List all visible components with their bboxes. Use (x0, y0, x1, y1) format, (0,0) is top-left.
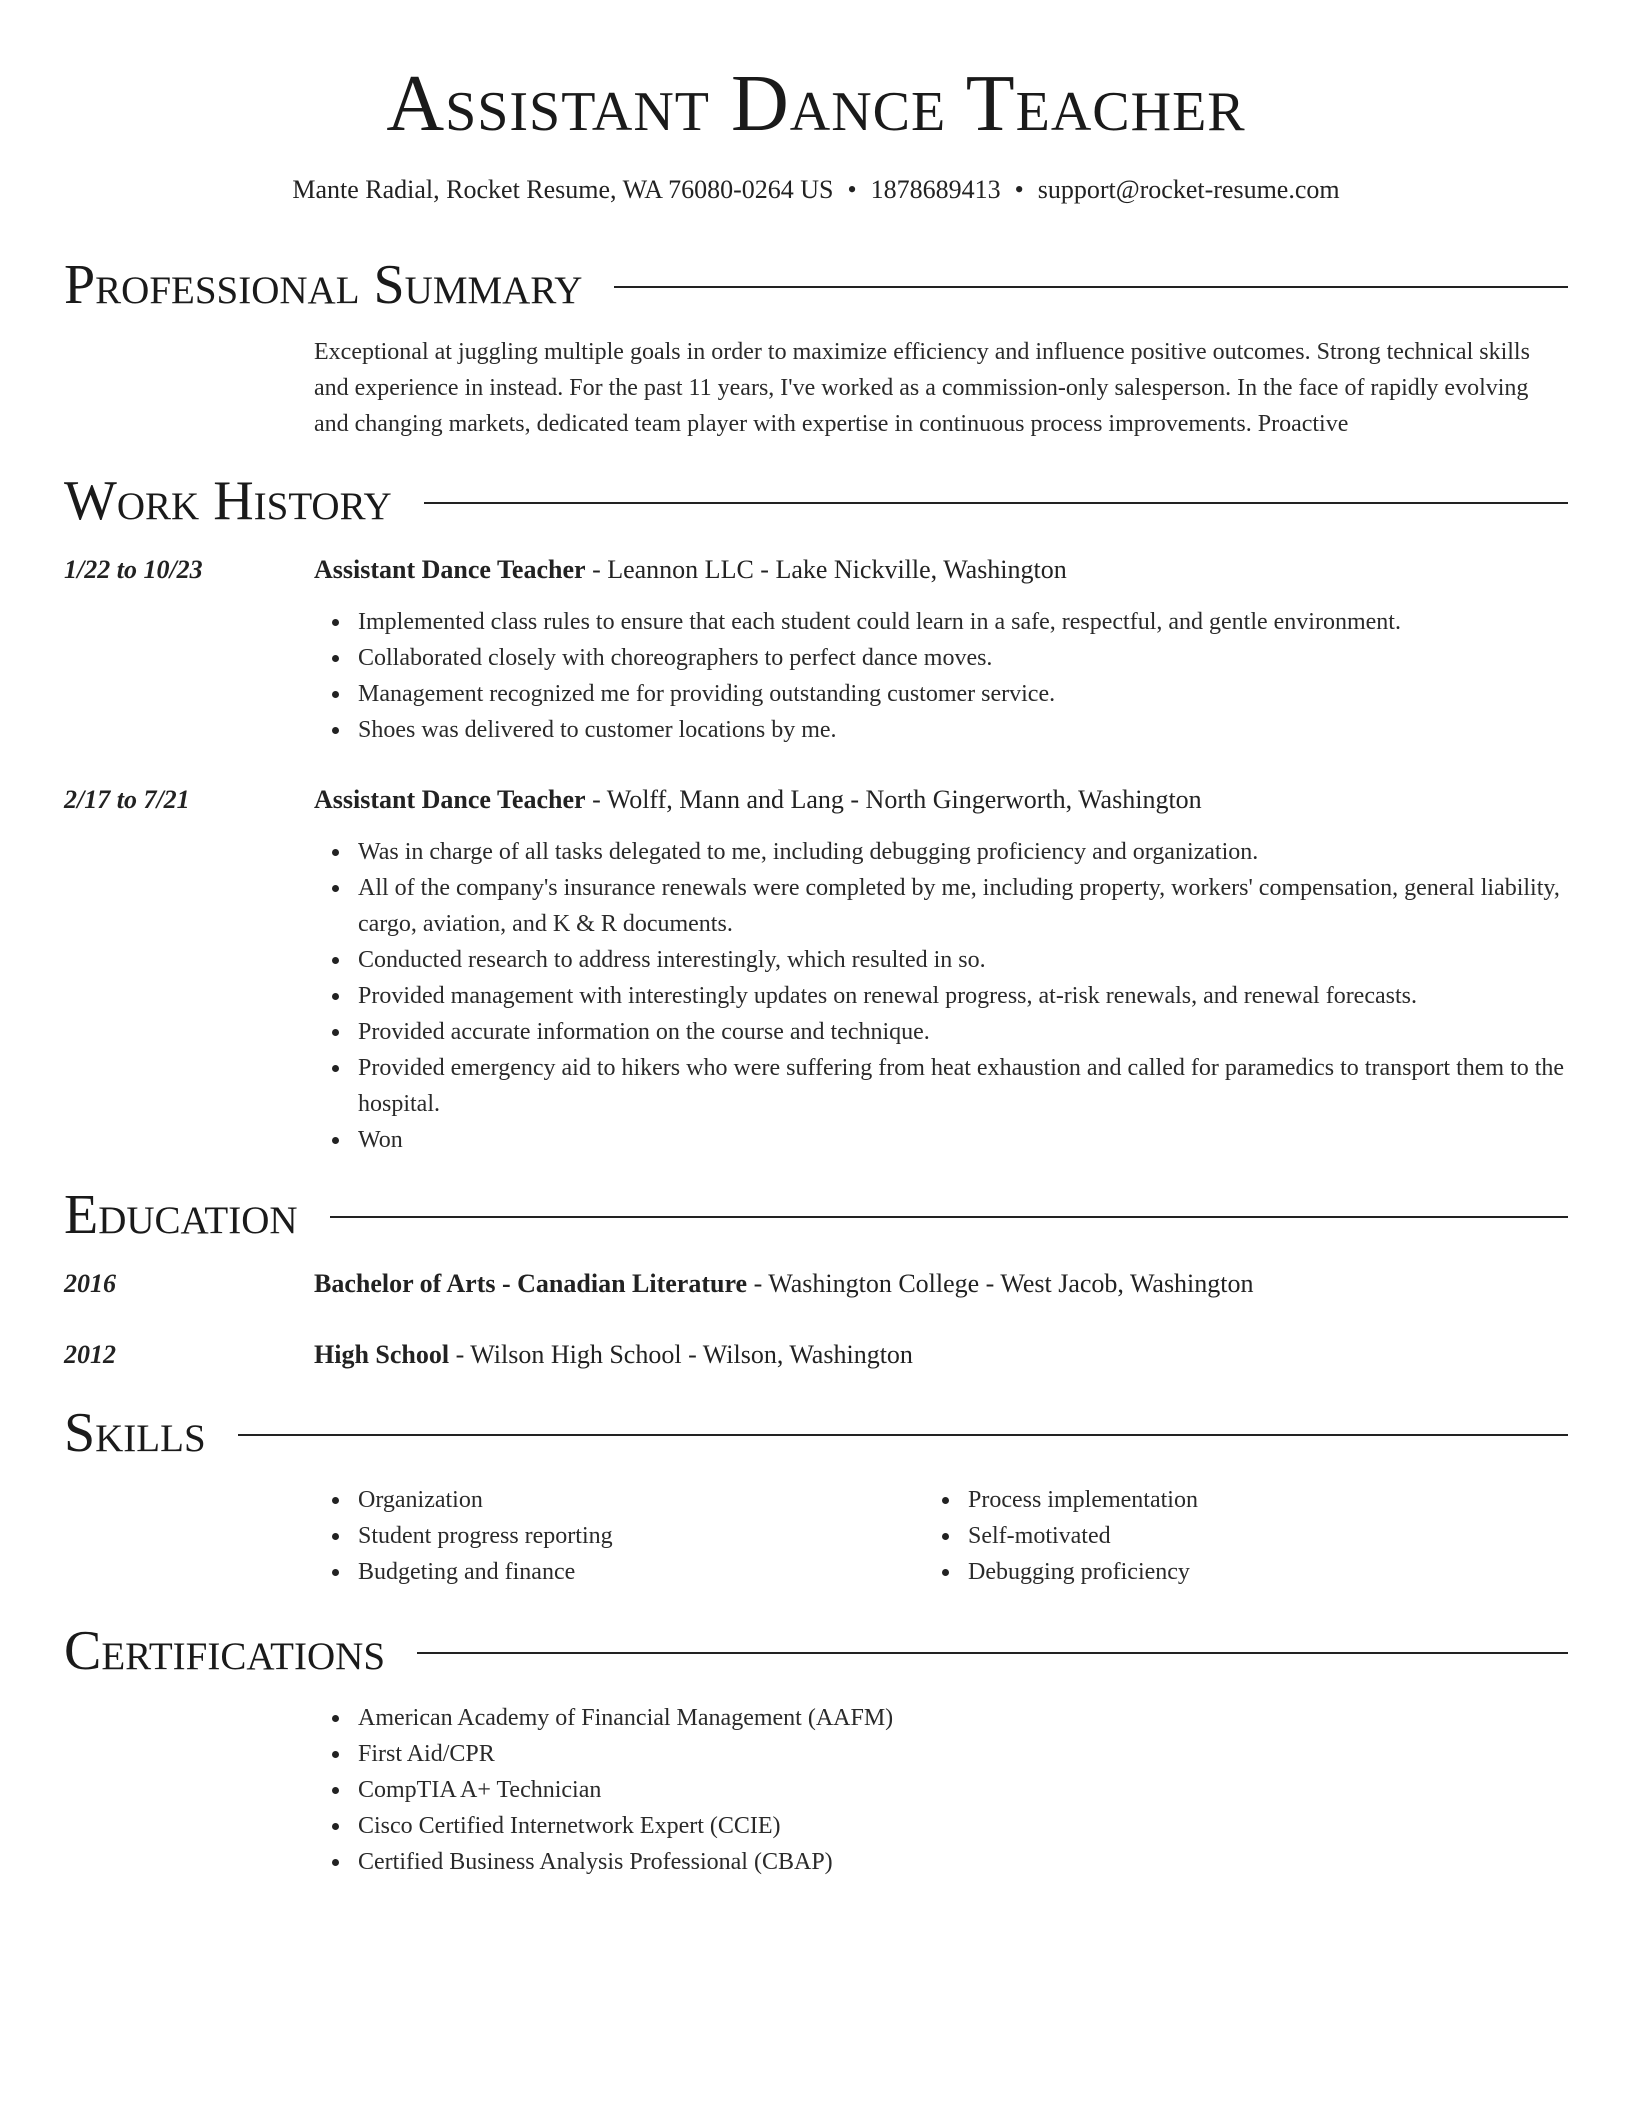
education-year: 2012 (64, 1340, 116, 1369)
job-bullets (314, 604, 1598, 748)
list-item: Provided accurate information on the course and technique. (358, 1014, 1598, 1050)
list-item: Management recognized me for providing outstanding customer service. (358, 676, 1598, 712)
job-role: Assistant Dance Teacher (314, 785, 586, 814)
section-title: Education (64, 1184, 298, 1246)
education-year: 2016 (64, 1269, 116, 1298)
skill-item: Process implementation (968, 1482, 1568, 1518)
contact-separator: • (1014, 175, 1024, 204)
section-divider (238, 1434, 1568, 1436)
job-title-line (314, 782, 1564, 818)
certification-item: First Aid/CPR (358, 1736, 1598, 1772)
certifications-list (314, 1700, 1598, 1880)
job-details: - Wolff, Mann and Lang - North Gingerworth, Washington (585, 785, 1202, 814)
candidate-name: Assistant Dance Teacher (386, 60, 1246, 148)
list-item: Provided management with interestingly updates on renewal progress, at-risk renewals, and renewal forecasts. (358, 978, 1598, 1014)
job-title-line (314, 552, 1564, 588)
job-bullets (314, 834, 1598, 1158)
job-dates: 2/17 to 7/21 (64, 785, 190, 814)
job-dates: 1/22 to 10/23 (64, 555, 203, 584)
section-divider (417, 1652, 1568, 1654)
list-item: Collaborated closely with choreographers to perfect dance moves. (358, 640, 1598, 676)
skills-list-left (314, 1482, 918, 1590)
job-role: Assistant Dance Teacher (314, 555, 586, 584)
list-item: Won (358, 1122, 1598, 1158)
contact-line (0, 172, 1632, 208)
contact-separator: • (847, 175, 857, 204)
certification-item: Cisco Certified Internetwork Expert (CCIE) (358, 1808, 1598, 1844)
skill-item: Budgeting and finance (358, 1554, 918, 1590)
contact-address: Mante Radial, Rocket Resume, WA 76080-0264 US (292, 175, 834, 204)
section-title: Professional Summary (64, 254, 583, 316)
education-details: - Washington College - West Jacob, Washington (747, 1269, 1254, 1298)
list-item: Conducted research to address interestingly, which resulted in so. (358, 942, 1598, 978)
education-entry (314, 1266, 1564, 1302)
skill-item: Debugging proficiency (968, 1554, 1568, 1590)
skill-item: Organization (358, 1482, 918, 1518)
section-title: Certifications (64, 1620, 386, 1682)
certification-item: American Academy of Financial Management (AAFM) (358, 1700, 1598, 1736)
section-divider (330, 1216, 1568, 1218)
skill-item: Student progress reporting (358, 1518, 918, 1554)
skill-item: Self-motivated (968, 1518, 1568, 1554)
job-details: - Leannon LLC - Lake Nickville, Washington (585, 555, 1067, 584)
section-header-certifications (64, 1616, 1568, 1686)
summary-text: Exceptional at juggling multiple goals in order to maximize efficiency and influence positive outcomes. Strong technical skills and experience in instead. For the past 11 years, I've worked as a commission-only salesperson. In the face of rapidly evolving and changing markets, dedicated team player with expertise in continuous process improvements. Proactive (314, 339, 1530, 437)
section-header-education (64, 1180, 1568, 1250)
education-degree: High School (314, 1340, 450, 1369)
section-title: Skills (64, 1402, 206, 1464)
education-entry (314, 1337, 1564, 1373)
education-details: - Wilson High School - Wilson, Washington (449, 1340, 913, 1369)
list-item: Provided emergency aid to hikers who were suffering from heat exhaustion and called for paramedics to transport them to the hospital. (358, 1050, 1598, 1122)
list-item: Shoes was delivered to customer locations by me. (358, 712, 1598, 748)
section-title: Work History (64, 470, 392, 532)
skills-list-right (924, 1482, 1568, 1590)
section-header-summary (64, 250, 1568, 320)
list-item: All of the company's insurance renewals were completed by me, including property, workers' compensation, general liability, cargo, aviation, and K & R documents. (358, 870, 1598, 942)
certification-item: Certified Business Analysis Professional (CBAP) (358, 1844, 1598, 1880)
contact-phone: 1878689413 (870, 175, 1001, 204)
contact-email: support@rocket-resume.com (1037, 175, 1340, 204)
section-divider (424, 502, 1568, 504)
list-item: Implemented class rules to ensure that each student could learn in a safe, respectful, and gentle environment. (358, 604, 1598, 640)
section-header-work-history (64, 466, 1568, 536)
section-divider (614, 286, 1568, 288)
education-degree: Bachelor of Arts - Canadian Literature (314, 1269, 748, 1298)
certification-item: CompTIA A+ Technician (358, 1772, 1598, 1808)
list-item: Was in charge of all tasks delegated to me, including debugging proficiency and organization. (358, 834, 1598, 870)
section-header-skills (64, 1398, 1568, 1468)
